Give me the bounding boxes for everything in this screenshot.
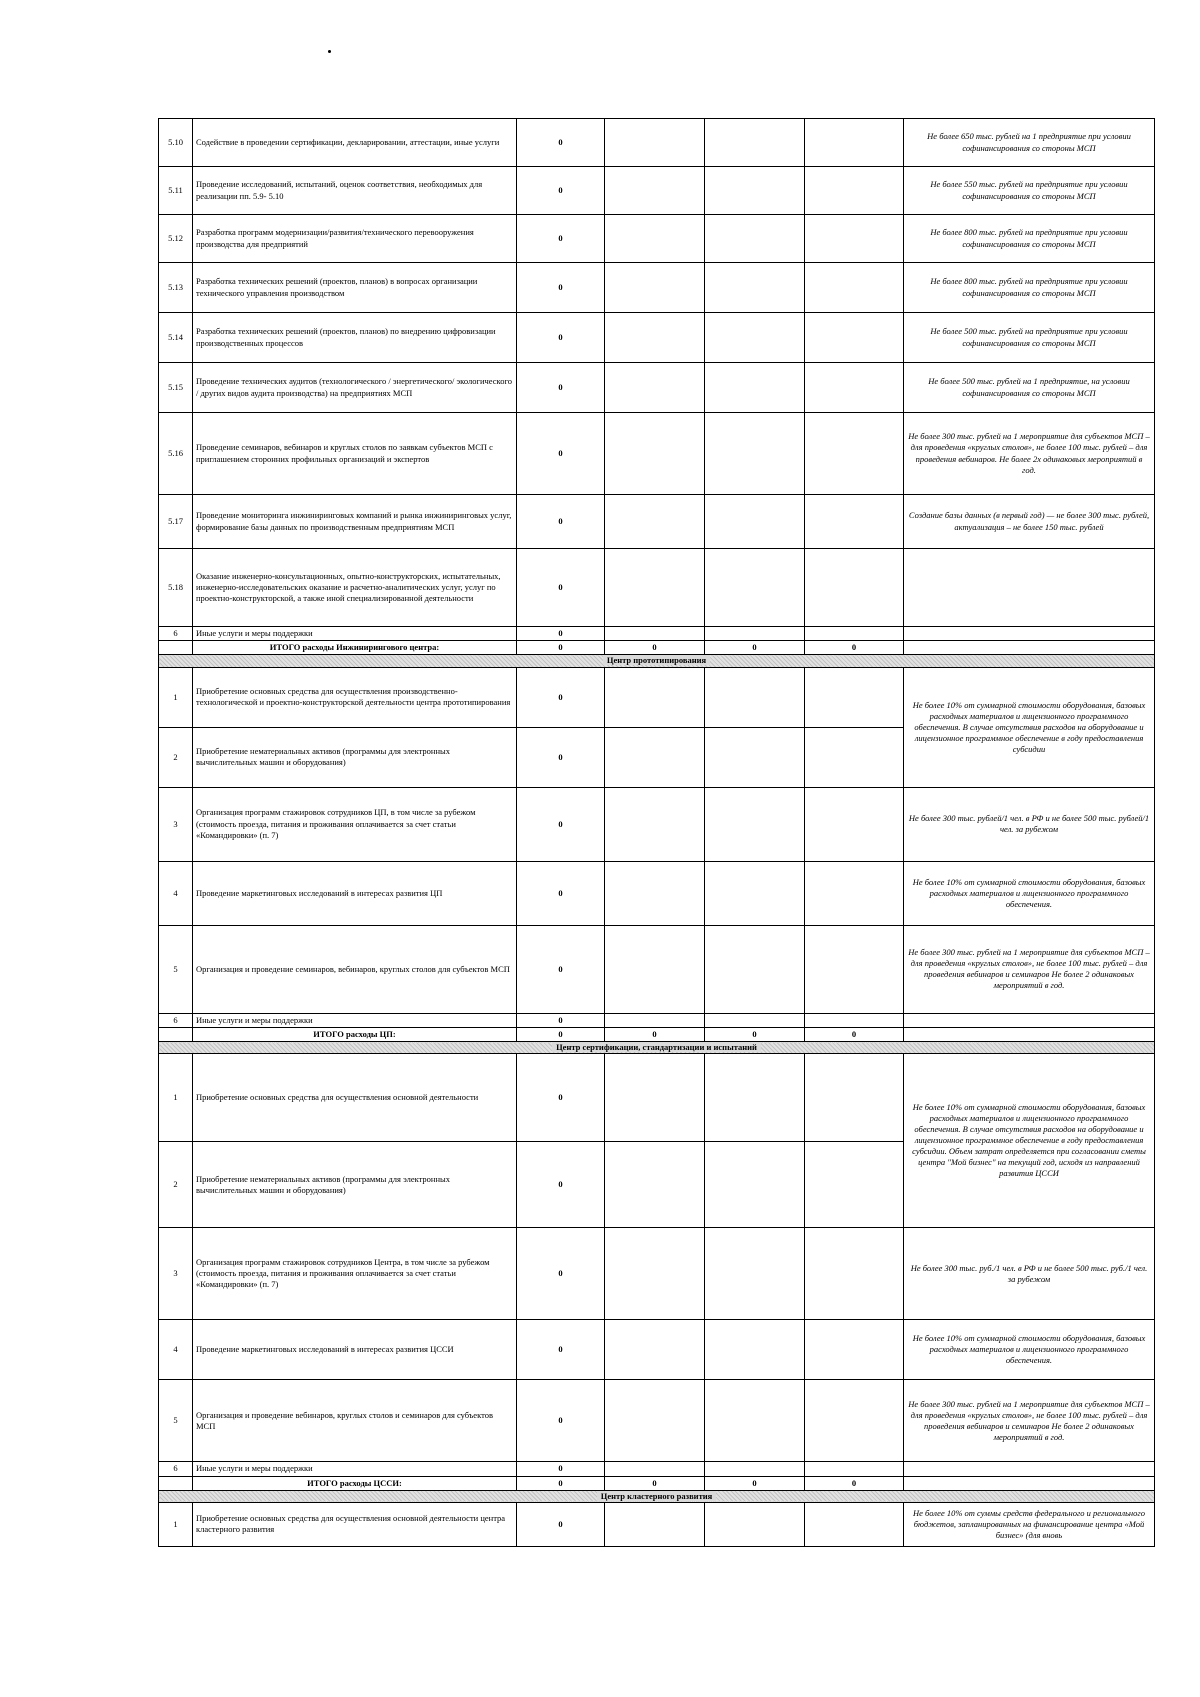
empty-cell: [805, 1054, 904, 1142]
row-value: 0: [517, 1502, 605, 1546]
empty-cell: [605, 667, 705, 727]
table-row: [159, 787, 1155, 861]
row-number: 1: [159, 1502, 193, 1546]
row-description: Разработка технических решений (проектов, планов) по внедрению цифровизации производственных процессов: [193, 313, 517, 363]
empty-cell: [605, 925, 705, 1013]
empty-cell: [605, 1013, 705, 1027]
empty-cell: [605, 263, 705, 313]
row-value: 0: [517, 119, 605, 167]
total-value: 0: [605, 1027, 705, 1041]
row-note: Не более 10% от суммарной стоимости оборудования, базовых расходных материалов и лицензионного программного обеспечения.: [904, 1320, 1155, 1380]
total-value: 0: [805, 1027, 904, 1041]
empty-cell: [805, 215, 904, 263]
empty-cell: [605, 215, 705, 263]
empty-cell: [805, 1320, 904, 1380]
table-row: [159, 1013, 1155, 1027]
section-title: [159, 655, 1155, 667]
row-number: 5.17: [159, 495, 193, 549]
empty-cell: [705, 925, 805, 1013]
row-number: 4: [159, 1320, 193, 1380]
empty-cell: [805, 861, 904, 925]
row-note: Не более 10% от суммарной стоимости оборудования, базовых расходных материалов и лицензионного программного обеспечения.: [904, 861, 1155, 925]
row-number: 5.16: [159, 413, 193, 495]
table-row: [159, 1320, 1155, 1380]
empty-cell: [904, 1476, 1155, 1490]
row-value: 0: [517, 1228, 605, 1320]
row-description: Иные услуги и меры поддержки: [193, 1462, 517, 1476]
empty-cell: [605, 1462, 705, 1476]
total-row-certification: [159, 1476, 1155, 1490]
empty-cell: [159, 1027, 193, 1041]
row-note: Не более 300 тыс. рублей/1 чел. в РФ и не более 500 тыс. рублей/1 чел. за рубежом: [904, 787, 1155, 861]
row-note: Не более 650 тыс. рублей на 1 предприятие при условии софинансирования со стороны МСП: [904, 119, 1155, 167]
table-row: [159, 925, 1155, 1013]
row-note: Не более 10% от суммы средств федерального и регионального бюджетов, запланированных на финансирование центра «Мой бизнес» (для вновь: [904, 1502, 1155, 1546]
empty-cell: [605, 727, 705, 787]
empty-cell: [705, 1462, 805, 1476]
row-note: Не более 500 тыс. рублей на предприятие при условии софинансирования со стороны МСП: [904, 313, 1155, 363]
total-value: 0: [705, 641, 805, 655]
empty-cell: [605, 167, 705, 215]
empty-cell: [805, 263, 904, 313]
total-value: 0: [605, 641, 705, 655]
table-row: [159, 263, 1155, 313]
row-description: Иные услуги и меры поддержки: [193, 1013, 517, 1027]
row-description: Проведение маркетинговых исследований в интересах развития ЦССИ: [193, 1320, 517, 1380]
empty-cell: [904, 1462, 1155, 1476]
empty-cell: [805, 495, 904, 549]
row-note: Не более 500 тыс. рублей на 1 предприятие, на условии софинансирования со стороны МСП: [904, 363, 1155, 413]
row-number: 5.10: [159, 119, 193, 167]
table-row: [159, 1380, 1155, 1462]
empty-cell: [805, 1142, 904, 1228]
empty-cell: [159, 641, 193, 655]
row-description: Проведение семинаров, вебинаров и круглых столов по заявкам субъектов МСП с приглашением сторонних профильных организаций и экспертов: [193, 413, 517, 495]
row-number: 5.14: [159, 313, 193, 363]
row-description: Оказание инженерно-консультационных, опытно-конструкторских, испытательных, инженерно-исследовательских оказание и расчетно-аналитических услуг, услуг по проектно-конструкторской, а также иной специализированной деятельности: [193, 549, 517, 627]
row-number: 5: [159, 925, 193, 1013]
table-row: [159, 119, 1155, 167]
row-value: 0: [517, 495, 605, 549]
empty-cell: [705, 413, 805, 495]
row-value: 0: [517, 787, 605, 861]
row-description: Приобретение основных средства для осуществления основной деятельности: [193, 1054, 517, 1142]
section-title-text: Центр кластерного развития: [597, 1491, 717, 1501]
empty-cell: [805, 727, 904, 787]
empty-cell: [605, 119, 705, 167]
empty-cell: [805, 313, 904, 363]
row-number: 5.12: [159, 215, 193, 263]
table-row: [159, 215, 1155, 263]
empty-cell: [705, 263, 805, 313]
row-note: Не более 550 тыс. рублей на предприятие при условии софинансирования со стороны МСП: [904, 167, 1155, 215]
empty-cell: [605, 1380, 705, 1462]
empty-cell: [605, 1054, 705, 1142]
row-number: 6: [159, 1462, 193, 1476]
row-number: 4: [159, 861, 193, 925]
row-number: 5.15: [159, 363, 193, 413]
total-label: ИТОГО расходы Инжинирингового центра:: [193, 641, 517, 655]
empty-cell: [904, 1013, 1155, 1027]
table-row: [159, 363, 1155, 413]
empty-cell: [605, 549, 705, 627]
empty-cell: [805, 787, 904, 861]
total-label: ИТОГО расходы ЦССИ:: [193, 1476, 517, 1490]
table-row: [159, 413, 1155, 495]
row-description: Организация программ стажировок сотрудников ЦП, в том числе за рубежом (стоимость проезда, питания и проживания оплачивается за счет статьи «Командировки» (п. 7): [193, 787, 517, 861]
row-description: Разработка технических решений (проектов, планов) в вопросах организации технического управления производством: [193, 263, 517, 313]
row-description: Организация программ стажировок сотрудников Центра, в том числе за рубежом (стоимость проезда, питания и проживания оплачивается за счет статьи «Командировки» (п. 7): [193, 1228, 517, 1320]
total-value: 0: [805, 641, 904, 655]
empty-cell: [605, 1142, 705, 1228]
table-row: [159, 313, 1155, 363]
empty-cell: [605, 627, 705, 641]
row-number: 6: [159, 1013, 193, 1027]
row-number: 2: [159, 727, 193, 787]
row-note: Не более 300 тыс. рублей на 1 мероприятие для субъектов МСП – для проведения «круглых столов», не более 100 тыс. рублей – для проведения вебинаров и семинаров Не более 2 одинаковых мероприятий в год.: [904, 925, 1155, 1013]
section-title-text: Центр сертификации, стандартизации и испытаний: [552, 1042, 761, 1052]
row-number: 3: [159, 787, 193, 861]
empty-cell: [705, 1228, 805, 1320]
total-value: 0: [517, 641, 605, 655]
empty-cell: [805, 627, 904, 641]
row-description: Содействие в проведении сертификации, декларировании, аттестации, иные услуги: [193, 119, 517, 167]
row-number: 6: [159, 627, 193, 641]
row-note: Не более 300 тыс. руб./1 чел. в РФ и не более 500 тыс. руб./1 чел. за рубежом: [904, 1228, 1155, 1320]
row-description: Проведение мониторинга инжиниринговых компаний и рынка инжиниринговых услуг, формирование базы данных по производственным предприятиям МСП: [193, 495, 517, 549]
table-row: [159, 495, 1155, 549]
table-row: [159, 861, 1155, 925]
row-description: Проведение маркетинговых исследований в интересах развития ЦП: [193, 861, 517, 925]
empty-cell: [805, 1502, 904, 1546]
empty-cell: [605, 787, 705, 861]
empty-cell: [705, 627, 805, 641]
empty-cell: [705, 363, 805, 413]
table-row: [159, 1462, 1155, 1476]
row-value: 0: [517, 215, 605, 263]
empty-cell: [605, 861, 705, 925]
section-header-cluster: [159, 1490, 1155, 1502]
empty-cell: [904, 1027, 1155, 1041]
empty-cell: [805, 549, 904, 627]
row-note: Не более 800 тыс. рублей на предприятие при условии софинансирования со стороны МСП: [904, 215, 1155, 263]
row-value: 0: [517, 1320, 605, 1380]
empty-cell: [605, 1502, 705, 1546]
total-value: 0: [517, 1027, 605, 1041]
row-description: Проведение исследований, испытаний, оценок соответствия, необходимых для реализации пп. 5.9- 5.10: [193, 167, 517, 215]
empty-cell: [605, 363, 705, 413]
row-description: Организация и проведение вебинаров, круглых столов и семинаров для субъектов МСП: [193, 1380, 517, 1462]
empty-cell: [805, 1228, 904, 1320]
row-value: 0: [517, 413, 605, 495]
table-row: [159, 1228, 1155, 1320]
row-description: Приобретение основных средства для осуществления основной деятельности центра кластерного развития: [193, 1502, 517, 1546]
row-value: 0: [517, 727, 605, 787]
empty-cell: [705, 1380, 805, 1462]
empty-cell: [805, 1013, 904, 1027]
row-number: 5: [159, 1380, 193, 1462]
row-note: Не более 10% от суммарной стоимости оборудования, базовых расходных материалов и лицензионного программного обеспечения. В случае отсутствия расходов на оборудование и лицензионное программное обеспечение в году предоставления субсидии. Объем затрат определяется при согласовании сметы центра "Мой бизнес" на текущий год, исходя из направлений развития ЦССИ: [904, 1054, 1155, 1228]
empty-cell: [805, 363, 904, 413]
total-value: 0: [605, 1476, 705, 1490]
row-description: Организация и проведение семинаров, вебинаров, круглых столов для субъектов МСП: [193, 925, 517, 1013]
empty-cell: [904, 627, 1155, 641]
empty-cell: [805, 925, 904, 1013]
empty-cell: [705, 119, 805, 167]
total-value: 0: [705, 1476, 805, 1490]
empty-cell: [705, 727, 805, 787]
row-number: 5.11: [159, 167, 193, 215]
row-number: 5.13: [159, 263, 193, 313]
empty-cell: [705, 1013, 805, 1027]
row-value: 0: [517, 627, 605, 641]
row-value: 0: [517, 167, 605, 215]
row-description: Иные услуги и меры поддержки: [193, 627, 517, 641]
total-row-engineering: [159, 641, 1155, 655]
empty-cell: [159, 1476, 193, 1490]
row-note: Не более 10% от суммарной стоимости оборудования, базовых расходных материалов и лицензионного программного обеспечения. В случае отсутствия расходов на оборудование и лицензионное программное обеспечение в году предоставления субсидии: [904, 667, 1155, 787]
total-label: ИТОГО расходы ЦП:: [193, 1027, 517, 1041]
row-number: 1: [159, 667, 193, 727]
row-value: 0: [517, 1462, 605, 1476]
section-header-prototyping: [159, 655, 1155, 667]
total-value: 0: [517, 1476, 605, 1490]
row-number: 5.18: [159, 549, 193, 627]
row-note: [904, 549, 1155, 627]
row-description: Разработка программ модернизации/развития/технического перевооружения производства для предприятий: [193, 215, 517, 263]
empty-cell: [705, 167, 805, 215]
section-header-certification: [159, 1042, 1155, 1054]
scan-speck: [328, 50, 331, 53]
empty-cell: [605, 1228, 705, 1320]
row-number: 1: [159, 1054, 193, 1142]
empty-cell: [705, 215, 805, 263]
empty-cell: [805, 1462, 904, 1476]
empty-cell: [705, 549, 805, 627]
empty-cell: [705, 1320, 805, 1380]
row-value: 0: [517, 1380, 605, 1462]
row-note: Создание базы данных (в первый год) — не более 300 тыс. рублей, актуализация – не более 150 тыс. рублей: [904, 495, 1155, 549]
section-title-text: Центр прототипирования: [603, 655, 710, 665]
total-row-prototyping: [159, 1027, 1155, 1041]
table-row: [159, 167, 1155, 215]
total-value: 0: [805, 1476, 904, 1490]
row-value: 0: [517, 263, 605, 313]
row-description: Приобретение нематериальных активов (программы для электронных вычислительных машин и оборудования): [193, 727, 517, 787]
row-value: 0: [517, 549, 605, 627]
empty-cell: [805, 119, 904, 167]
row-value: 0: [517, 667, 605, 727]
table-row: [159, 1054, 1155, 1142]
table-row: [159, 549, 1155, 627]
empty-cell: [705, 313, 805, 363]
empty-cell: [805, 1380, 904, 1462]
total-value: 0: [705, 1027, 805, 1041]
empty-cell: [904, 641, 1155, 655]
row-value: 0: [517, 363, 605, 413]
table-row: [159, 627, 1155, 641]
budget-table: [158, 118, 1155, 1547]
section-title: [159, 1490, 1155, 1502]
table-row: [159, 1502, 1155, 1546]
table-row: [159, 667, 1155, 727]
row-value: 0: [517, 1142, 605, 1228]
empty-cell: [605, 495, 705, 549]
row-note: Не более 300 тыс. рублей на 1 мероприятие для субъектов МСП – для проведения «круглых столов», не более 100 тыс. рублей – для проведения вебинаров. Не более 2х одинаковых мероприятий в год.: [904, 413, 1155, 495]
empty-cell: [605, 1320, 705, 1380]
empty-cell: [705, 787, 805, 861]
empty-cell: [705, 1054, 805, 1142]
row-value: 0: [517, 313, 605, 363]
row-description: Приобретение нематериальных активов (программы для электронных вычислительных машин и оборудования): [193, 1142, 517, 1228]
row-number: 3: [159, 1228, 193, 1320]
empty-cell: [705, 1502, 805, 1546]
empty-cell: [705, 667, 805, 727]
row-value: 0: [517, 925, 605, 1013]
empty-cell: [605, 413, 705, 495]
empty-cell: [805, 167, 904, 215]
empty-cell: [605, 313, 705, 363]
row-value: 0: [517, 861, 605, 925]
row-value: 0: [517, 1013, 605, 1027]
row-note: Не более 800 тыс. рублей на предприятие при условии софинансирования со стороны МСП: [904, 263, 1155, 313]
row-value: 0: [517, 1054, 605, 1142]
section-title: [159, 1042, 1155, 1054]
row-description: Приобретение основных средства для осуществления производственно-технологической и проектно-конструкторской деятельности центра прототипирования: [193, 667, 517, 727]
empty-cell: [705, 1142, 805, 1228]
empty-cell: [805, 667, 904, 727]
empty-cell: [705, 861, 805, 925]
row-description: Проведение технических аудитов (технологического / энергетического/ экологического / других видов аудита производства) на предприятиях МСП: [193, 363, 517, 413]
row-note: Не более 300 тыс. рублей на 1 мероприятие для субъектов МСП – для проведения «круглых столов», не более 100 тыс. рублей – для проведения вебинаров и семинаров Не более 2 одинаковых мероприятий в год.: [904, 1380, 1155, 1462]
row-number: 2: [159, 1142, 193, 1228]
empty-cell: [805, 413, 904, 495]
empty-cell: [705, 495, 805, 549]
